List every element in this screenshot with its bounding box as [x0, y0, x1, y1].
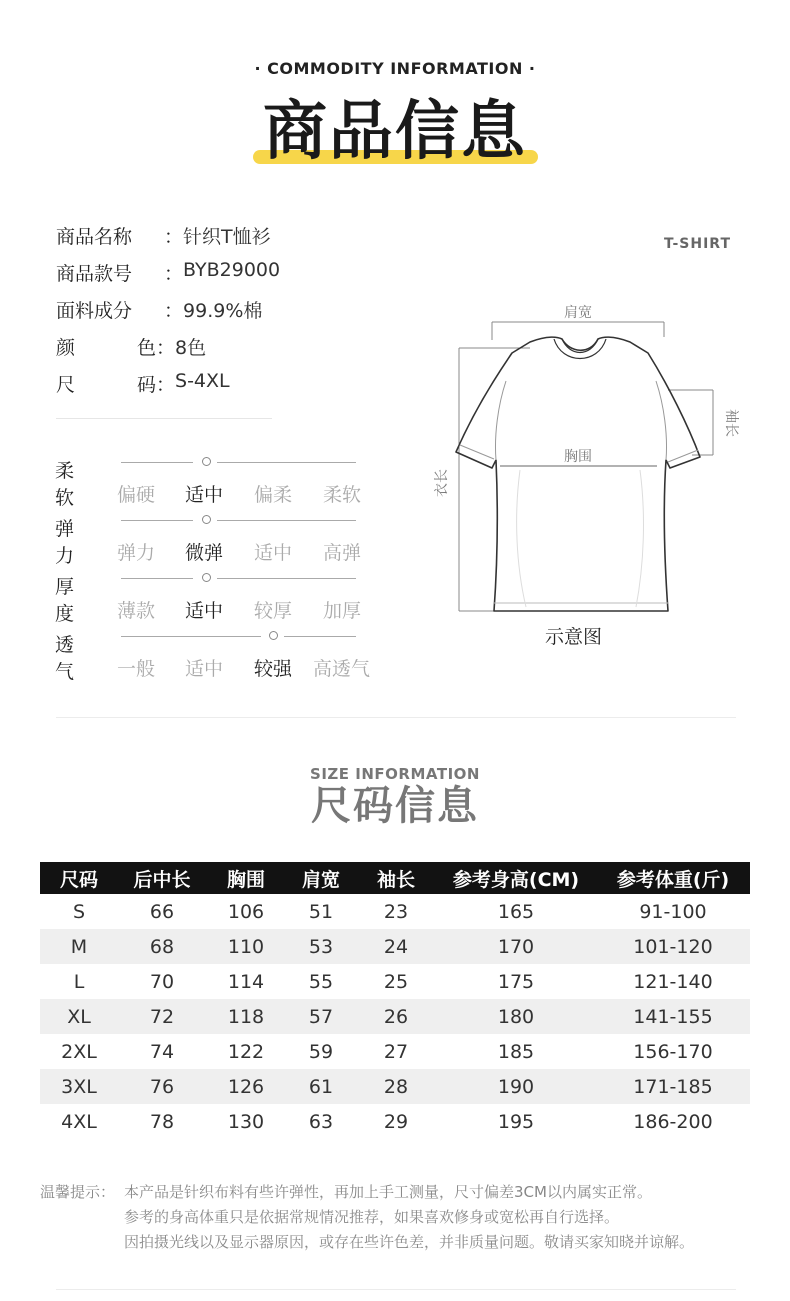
attr-option: 一般	[117, 658, 156, 680]
note-line	[40, 1180, 694, 1205]
spec-value: 针织T恤衫	[183, 226, 271, 248]
table-cell: 101-120	[596, 929, 750, 964]
attr-option-selected: 适中	[185, 484, 224, 506]
bottom-divider	[56, 1289, 736, 1290]
attr-indicator-dot	[202, 515, 211, 524]
spec-key-first: 颜	[56, 337, 76, 359]
notes	[40, 1180, 694, 1255]
attr-name: 弹力	[55, 518, 75, 567]
spec-sep: ：	[156, 337, 176, 359]
table-cell: 63	[308, 1110, 334, 1133]
table-cell: 186-200	[633, 1110, 713, 1133]
spec-key: 面料成分	[56, 300, 133, 322]
section-divider	[56, 717, 736, 718]
table-cell: 110	[206, 929, 286, 964]
table-row	[40, 894, 750, 929]
chest-label: 胸围	[564, 449, 592, 465]
spec-key-second: 色	[136, 337, 156, 359]
note-line	[40, 1205, 694, 1230]
attr-name: 厚度	[55, 576, 75, 625]
attr-track-left	[121, 520, 193, 521]
table-cell: 121-140	[633, 970, 713, 993]
table-cell: 106	[227, 900, 265, 923]
spec-divider	[56, 418, 272, 419]
table-row	[40, 1104, 750, 1139]
spec-sep: ：	[164, 263, 184, 285]
shoulder-label: 肩宽	[564, 305, 592, 321]
table-cell: 51	[308, 900, 334, 923]
table-cell: 27	[383, 1040, 409, 1063]
table-cell: 23	[383, 900, 409, 923]
attr-option: 偏硬	[117, 484, 156, 506]
spec-row-color	[56, 333, 280, 370]
spec-key-first: 尺	[56, 374, 76, 396]
attr-track-left	[121, 462, 193, 463]
table-cell: 57	[286, 999, 356, 1034]
table-cell: 190	[436, 1069, 596, 1104]
table-cell: XL	[40, 999, 118, 1034]
length-label: 衣长	[434, 469, 450, 497]
col-header: 参考身高(CM)	[436, 862, 596, 894]
note-text: 本产品是针织布料有些许弹性，再加上手工测量，尺寸偏差3CM以内属实正常。	[124, 1183, 652, 1201]
spec-sep: ：	[164, 226, 184, 248]
attr-option: 弹力	[117, 542, 156, 564]
attr-indicator-dot	[202, 573, 211, 582]
table-cell: 26	[356, 999, 436, 1034]
attr-option: 适中	[185, 658, 224, 680]
col-header: 袖长	[356, 862, 436, 894]
table-cell: 130	[227, 1110, 265, 1133]
attr-track-left	[121, 578, 193, 579]
size-eyebrow: SIZE INFORMATION	[310, 765, 480, 783]
table-cell: L	[73, 970, 85, 993]
size-title: 尺码信息	[311, 783, 479, 829]
attr-option: 薄款	[117, 600, 156, 622]
table-cell: 3XL	[40, 1069, 118, 1104]
spec-key: 商品名称	[56, 226, 133, 248]
table-cell: 165	[497, 900, 535, 923]
table-cell: 141-155	[596, 999, 750, 1034]
table-cell: S	[72, 900, 86, 923]
table-cell: 25	[383, 970, 409, 993]
attr-indicator-dot	[202, 457, 211, 466]
attr-option: 高弹	[323, 542, 362, 564]
tshirt-outline	[456, 337, 700, 611]
table-cell: 53	[286, 929, 356, 964]
attr-track-right	[217, 578, 356, 579]
table-row	[40, 1034, 750, 1069]
table-cell: 175	[497, 970, 535, 993]
table-cell: 78	[149, 1110, 175, 1133]
tshirt-tag: T-SHIRT	[664, 236, 732, 252]
attr-track-right	[217, 462, 356, 463]
attr-option-selected: 较强	[254, 658, 293, 680]
table-row	[40, 964, 750, 999]
table-cell: 28	[356, 1069, 436, 1104]
page-title: 商品信息	[263, 95, 527, 169]
table-cell: 156-170	[633, 1040, 713, 1063]
table-cell: 76	[118, 1069, 206, 1104]
table-row	[40, 1069, 750, 1104]
table-cell: 68	[118, 929, 206, 964]
spec-value: 99.9%棉	[183, 300, 263, 322]
attr-option-selected: 适中	[185, 600, 224, 622]
table-cell: 4XL	[61, 1110, 97, 1133]
commodity-eyebrow: · COMMODITY INFORMATION ·	[254, 59, 536, 78]
spec-value: BYB29000	[183, 259, 281, 281]
attr-name: 透气	[55, 634, 75, 683]
spec-value: S-4XL	[175, 370, 230, 392]
col-header: 后中长	[118, 862, 206, 894]
note-label: 温馨提示：	[40, 1183, 116, 1201]
attr-option-selected: 微弹	[185, 542, 224, 564]
spec-sep: ：	[164, 300, 184, 322]
diagram-caption: 示意图	[545, 626, 603, 648]
table-cell: 59	[308, 1040, 334, 1063]
spec-value: 8色	[175, 337, 207, 359]
table-cell: 70	[149, 970, 175, 993]
table-cell: 2XL	[61, 1040, 97, 1063]
table-cell: M	[40, 929, 118, 964]
table-cell: 126	[206, 1069, 286, 1104]
attr-option: 加厚	[323, 600, 362, 622]
tshirt-diagram	[430, 295, 740, 655]
size-table-header	[40, 862, 750, 894]
attr-option: 适中	[254, 542, 293, 564]
table-cell: 122	[227, 1040, 265, 1063]
table-cell: 61	[286, 1069, 356, 1104]
table-cell: 66	[149, 900, 175, 923]
attr-option: 柔软	[323, 484, 362, 506]
sleeve-label: 袖长	[723, 409, 739, 437]
table-row	[40, 999, 750, 1034]
spec-sep: ：	[156, 374, 176, 396]
table-cell: 185	[497, 1040, 535, 1063]
note-text: 参考的身高体重只是依据常规情况推荐，如果喜欢修身或宽松再自行选择。	[124, 1208, 620, 1226]
attr-indicator-dot	[269, 631, 278, 640]
table-cell: 55	[308, 970, 334, 993]
table-cell: 118	[206, 999, 286, 1034]
attr-track-right	[284, 636, 356, 637]
spec-key: 商品款号	[56, 263, 133, 285]
table-cell: 195	[497, 1110, 535, 1133]
spec-row-size	[56, 370, 280, 407]
table-cell: 180	[436, 999, 596, 1034]
col-header: 肩宽	[286, 862, 356, 894]
spec-list	[56, 222, 280, 407]
spec-key-second: 码	[136, 374, 156, 396]
attr-option: 较厚	[254, 600, 293, 622]
table-cell: 114	[227, 970, 265, 993]
spec-row-fabric	[56, 296, 280, 333]
col-header: 参考体重(斤)	[596, 862, 750, 894]
table-cell: 29	[383, 1110, 409, 1133]
table-cell: 91-100	[639, 900, 707, 923]
table-cell: 171-185	[596, 1069, 750, 1104]
col-header: 尺码	[40, 862, 118, 894]
attr-option: 偏柔	[254, 484, 293, 506]
attr-name: 柔软	[55, 460, 75, 509]
table-cell: 24	[356, 929, 436, 964]
col-header: 胸围	[206, 862, 286, 894]
size-table	[40, 862, 750, 1139]
table-cell: 72	[118, 999, 206, 1034]
table-row	[40, 929, 750, 964]
attr-option: 高透气	[313, 658, 371, 680]
note-text: 因拍摄光线以及显示器原因，或存在些许色差，并非质量问题。敬请买家知晓并谅解。	[124, 1233, 695, 1251]
attr-track-right	[217, 520, 356, 521]
spec-row-name	[56, 222, 280, 259]
table-cell: 74	[149, 1040, 175, 1063]
note-line	[40, 1230, 694, 1255]
table-cell: 170	[436, 929, 596, 964]
attr-track-left	[121, 636, 261, 637]
spec-row-style	[56, 259, 280, 296]
